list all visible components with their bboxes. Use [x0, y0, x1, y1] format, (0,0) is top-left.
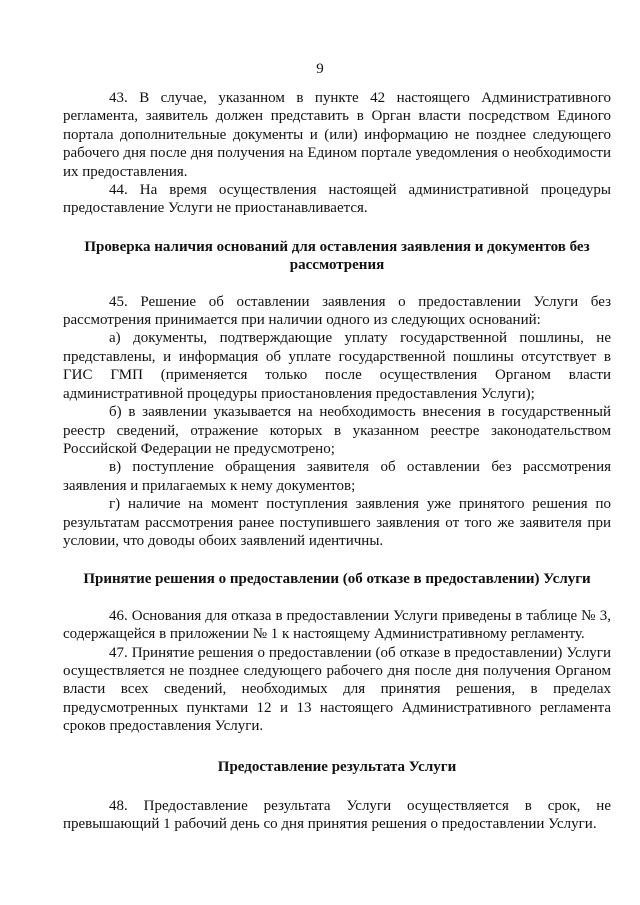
- paragraph-47: 47. Принятие решения о предоставлении (об отказе в предоставлении) Услуги осуществляется не позднее следующего рабочего дня после дня получения Органом власти всех сведений, необходимых для принятия решения, в пределах предусмотренных пунктами 12 и 13 настоящего Административного регламента сроков предоставления Услуги.: [63, 644, 611, 735]
- paragraph-43: 43. В случае, указанном в пункте 42 настоящего Административного регламента, заявитель должен представить в Орган власти посредством Единого портала дополнительные документы и (или) информацию не позднее следующего рабочего дня после дня получения на Едином портале уведомления о необходимости их предоставления.: [63, 90, 611, 180]
- paragraph-44: 44. На время осуществления настоящей административной процедуры предоставление Услуги не приостанавливается.: [63, 182, 611, 217]
- paragraph-45-a: а) документы, подтверждающие уплату государственной пошлины, не представлены, и информация об уплате государственной пошлины отсутствует в ГИС ГМП (применяется только после осуществления Органом власти административной процедуры приостановления предоставления Услуги);: [63, 330, 611, 402]
- paragraph-45-v: в) поступление обращения заявителя об оставлении без рассмотрения заявления и прилагаемых к нему документов;: [63, 459, 611, 494]
- paragraph-45: 45. Решение об оставлении заявления о предоставлении Услуги без рассмотрения принимается при наличии одного из следующих оснований:: [63, 293, 611, 329]
- section-heading-result: Предоставление результата Услуги: [217, 758, 457, 775]
- section-heading-decision: Принятие решения о предоставлении (об отказе в предоставлении) Услуги: [83, 571, 591, 588]
- page-number: 9: [316, 61, 324, 77]
- paragraph-45-g: г) наличие на момент поступления заявления уже принятого решения по результатам рассмотрения ранее поступившего заявления от того же заявителя при условии, что доводы обоих заявлений идентичны.: [63, 496, 611, 549]
- section-heading-check-grounds: Проверка наличия оснований для оставления заявления и документов без рассмотрения: [84, 238, 590, 274]
- paragraph-48: 48. Предоставление результата Услуги осуществляется в срок, не превышающий 1 рабочий день со дня принятия решения о предоставлении Услуги.: [63, 798, 611, 833]
- paragraph-45-b: б) в заявлении указывается на необходимость внесения в государственный реестр сведений, отражение которых в указанном реестре законодательством Российской Федерации не предусмотрено;: [63, 404, 611, 457]
- paragraph-46: 46. Основания для отказа в предоставлении Услуги приведены в таблице № 3, содержащейся в приложении № 1 к настоящему Административному регламенту.: [63, 607, 611, 643]
- document-body: [63, 89, 611, 834]
